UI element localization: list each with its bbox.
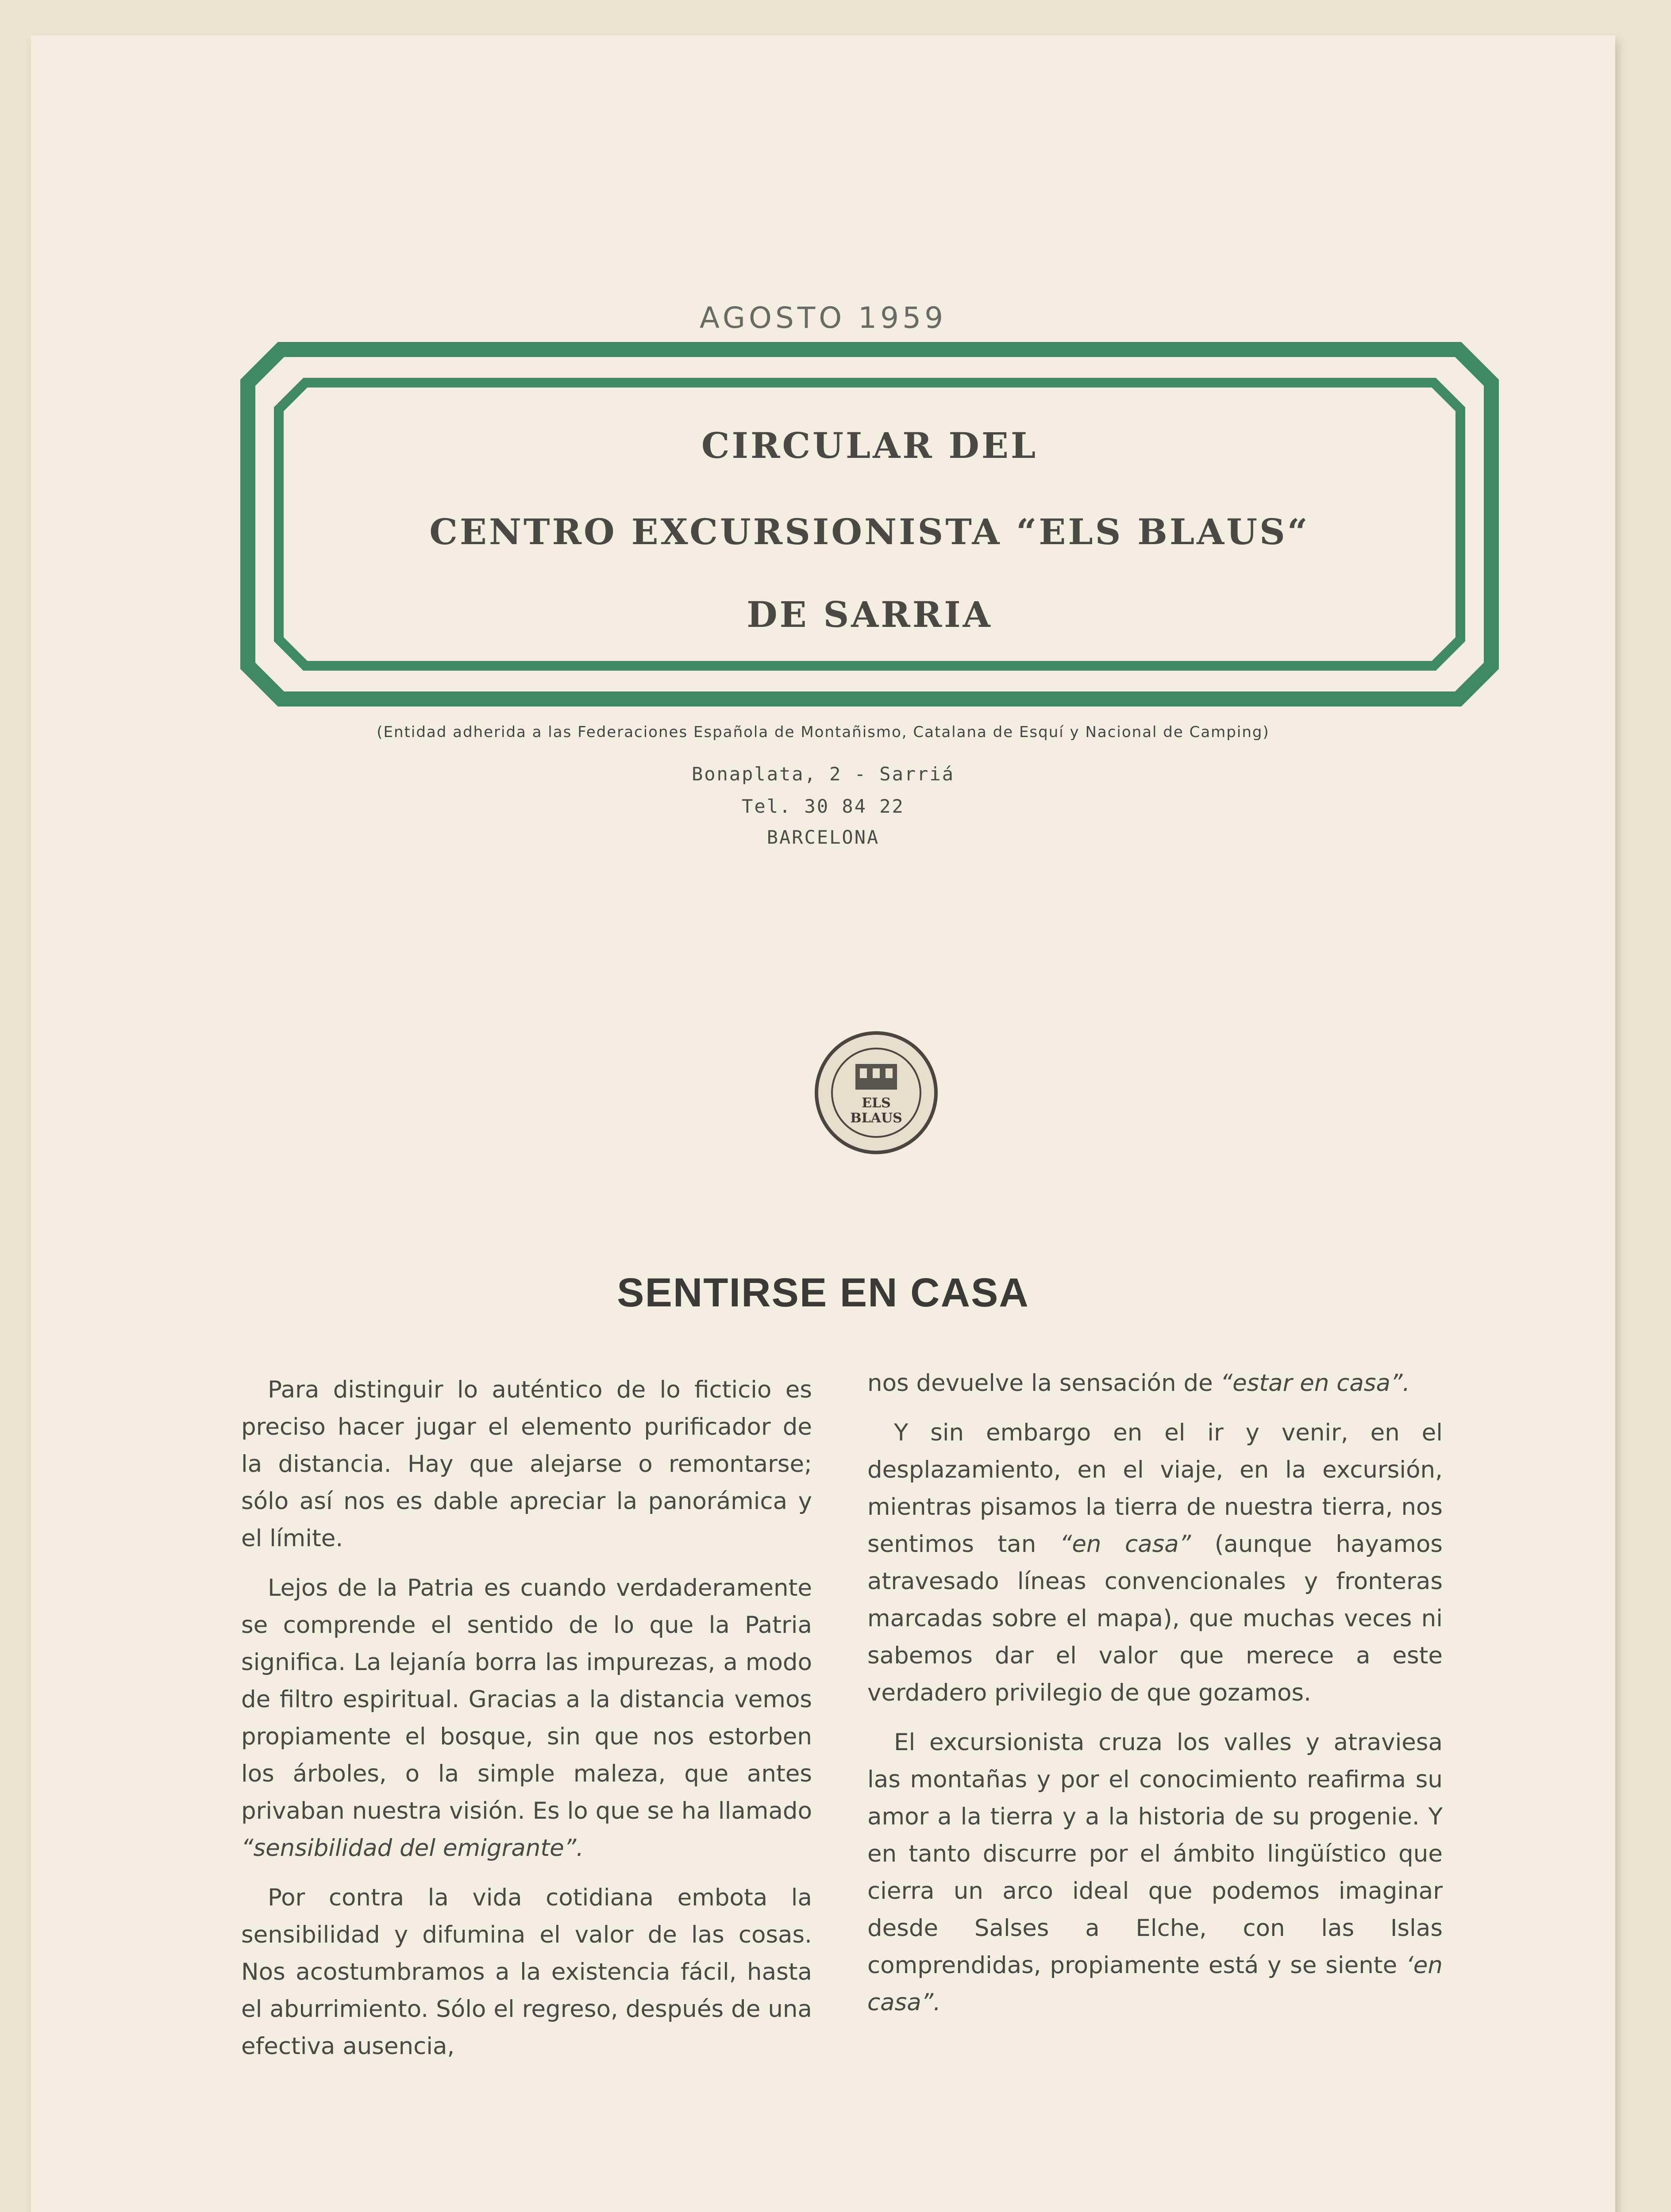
title-line-1: CIRCULAR DEL: [701, 425, 1038, 466]
address-city: BARCELONA: [766, 826, 880, 848]
issue-date: AGOSTO 1959: [699, 301, 947, 335]
paragraph: Por contra la vida cotidiana embota la sensibilidad y difumina el valor de las cosas. Nos acostumbramos a la existencia fácil, hasta el aburrimiento. Sólo el regreso, después de una efectiva ausencia,: [241, 1884, 812, 2060]
article-column-right: [867, 1365, 1443, 2034]
title-line-3: DE SARRIA: [747, 594, 993, 635]
address-phone: Tel. 30 84 22: [742, 795, 905, 817]
svg-text:BLAUS: BLAUS: [850, 1110, 902, 1126]
paragraph: nos devuelve la sensación de “estar en casa”.: [867, 1370, 1410, 1397]
article-title: SENTIRSE EN CASA: [617, 1270, 1029, 1315]
paragraph: Para distinguir lo auténtico de lo ficticio es preciso hacer jugar el elemento purificador de la distancia. Hay que alejarse o remontarse; sólo así nos es dable apreciar la panorámica y el límite.: [241, 1376, 812, 1552]
address-street: Bonaplata, 2 - Sarriá: [691, 763, 955, 785]
paragraph: El excursionista cruza los valles y atraviesa las montañas y por el conocimiento reafirma su amor a la tierra y a la historia de su progenie. Y en tanto discurre por el ámbito lingüístico que cierra un arco ideal que podemos imaginar desde Salses a Elche, con las Islas comprendidas, propiamente está y se siente ‘en casa”.: [867, 1729, 1443, 2016]
club-seal-emblem: [812, 1029, 940, 1157]
article-column-left: [241, 1371, 812, 2078]
affiliation-note: (Entidad adherida a las Federaciones Española de Montañismo, Catalana de Esquí y Nacional de Camping): [377, 723, 1270, 741]
paragraph: Lejos de la Patria es cuando verdaderamente se comprende el sentido de lo que la Patria significa. La lejanía borra las impurezas, a modo de filtro espiritual. Gracias a la distancia vemos propiamente el bosque, sin que nos estorben los árboles, o la simple maleza, que antes privaban nuestra visión. Es lo que se ha llamado “sensibilidad del emigrante”.: [241, 1575, 812, 1862]
svg-text:ELS: ELS: [862, 1095, 891, 1111]
title-line-2: CENTRO EXCURSIONISTA “ELS BLAUS“: [429, 511, 1310, 553]
paper-sheet: [31, 35, 1615, 2212]
paragraph: Y sin embargo en el ir y venir, en el desplazamiento, en el viaje, en la excursión, mientras pisamos la tierra de nuestra tierra, nos sentimos tan “en casa” (aunque hayamos atravesado líneas convencionales y fronteras marcadas sobre el mapa), que muchas veces ni sabemos dar el valor que merece a este verdadero privilegio de que gozamos.: [867, 1419, 1443, 1706]
